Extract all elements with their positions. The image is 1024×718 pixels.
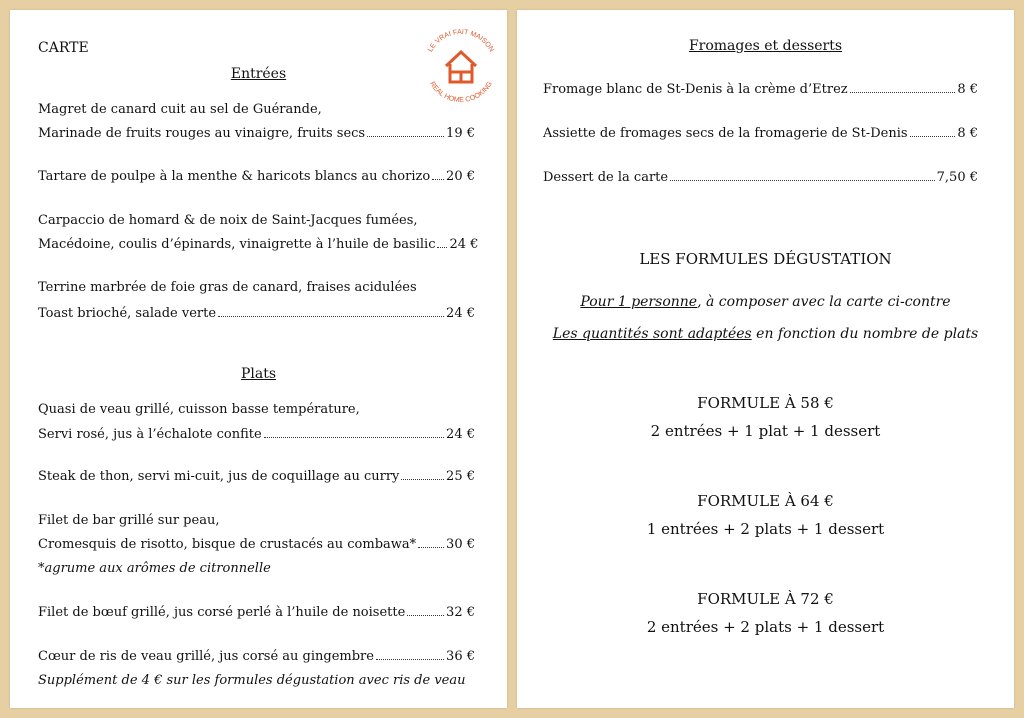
dessert-1 — [543, 170, 978, 185]
entree-3-price: 24 € — [449, 237, 479, 252]
plat-1-price: 24 € — [446, 427, 475, 442]
leader-dots — [218, 316, 444, 317]
entree-4-price: 24 € — [446, 306, 475, 321]
leader-dots — [670, 180, 935, 181]
formules-intro-1 — [517, 294, 1014, 310]
leader-dots — [910, 136, 956, 137]
fromage-2-price: 8 € — [957, 126, 978, 141]
plat-3-desc: Cromesquis de risotto, bisque de crustacés au combawa* — [38, 537, 417, 552]
dessert-1-label: Dessert de la carte — [543, 170, 669, 185]
leader-dots — [401, 479, 444, 480]
entree-3-line1: Carpaccio de homard & de noix de Saint-Jacques fumées, — [38, 213, 418, 228]
formule-58-title: FORMULE À 58 € — [697, 394, 834, 412]
right-menu-page — [517, 10, 1014, 708]
formule-64-desc: 1 entrées + 2 plats + 1 dessert — [646, 520, 885, 538]
fromage-1 — [543, 82, 978, 97]
plat-1-desc: Servi rosé, jus à l’échalote confite — [38, 427, 262, 442]
plat-5-desc: Cœur de ris de veau grillé, jus corsé au gingembre — [38, 649, 374, 664]
entree-2-price: 20 € — [446, 169, 475, 184]
plat-5 — [38, 649, 475, 664]
fromage-2-label: Assiette de fromages secs de la fromagerie de St-Denis — [543, 126, 908, 141]
intro-2-underlined: Les quantités sont adaptées — [552, 326, 752, 342]
entree-2 — [38, 169, 475, 184]
plat-3-price: 30 € — [446, 537, 475, 552]
intro-1-underlined: Pour 1 personne — [580, 294, 698, 310]
entrees-heading: Entrées — [230, 66, 287, 82]
entree-4-desc: Toast brioché, salade verte — [38, 306, 217, 321]
entree-3-desc: Macédoine, coulis d’épinards, vinaigrette à l’huile de basilic — [38, 237, 436, 252]
entree-2-desc: Tartare de poulpe à la menthe & haricots blancs au chorizo — [38, 169, 431, 184]
svg-text:LE VRAI FAIT MAISON: LE VRAI FAIT MAISON — [427, 28, 495, 54]
plat-1-line1: Quasi de veau grillé, cuisson basse température, — [38, 402, 360, 417]
leader-dots — [437, 247, 447, 248]
dessert-1-price: 7,50 € — [936, 170, 978, 185]
plat-3-line1: Filet de bar grillé sur peau, — [38, 513, 220, 528]
entree-1-line1: Magret de canard cuit au sel de Guérande, — [38, 102, 322, 117]
leader-dots — [418, 547, 444, 548]
entree-1-price: 19 € — [446, 126, 475, 141]
plat-5-price: 36 € — [446, 649, 475, 664]
fromage-1-price: 8 € — [957, 82, 978, 97]
leader-dots — [264, 437, 444, 438]
formule-72-title: FORMULE À 72 € — [697, 590, 834, 608]
entree-4-line2 — [38, 306, 475, 321]
leader-dots — [407, 615, 444, 616]
leader-dots — [367, 136, 444, 137]
entree-3-line2 — [38, 237, 479, 252]
intro-1-rest: , à composer avec la carte ci-contre — [697, 294, 951, 310]
plat-2-price: 25 € — [446, 469, 475, 484]
menu-title: CARTE — [38, 40, 89, 56]
plat-4-desc: Filet de bœuf grillé, jus corsé perlé à l’huile de noisette — [38, 605, 406, 620]
fromage-2 — [543, 126, 978, 141]
plat-4 — [38, 605, 475, 620]
formule-58-desc: 2 entrées + 1 plat + 1 dessert — [650, 422, 881, 440]
plat-3-note: *agrume aux arômes de citronnelle — [38, 561, 271, 576]
formule-64-title: FORMULE À 64 € — [697, 492, 834, 510]
plat-5-note: Supplément de 4 € sur les formules dégustation avec ris de veau — [38, 673, 466, 688]
leader-dots — [376, 659, 444, 660]
svg-text:REAL HOME COOKING: REAL HOME COOKING — [428, 80, 494, 105]
plat-2-desc: Steak de thon, servi mi-cuit, jus de coquillage au curry — [38, 469, 400, 484]
plats-heading: Plats — [240, 366, 277, 382]
entree-4-line1: Terrine marbrée de foie gras de canard, fraises acidulées — [38, 280, 417, 295]
plat-3-line2 — [38, 537, 475, 552]
plat-1-line2 — [38, 427, 475, 442]
fromage-1-label: Fromage blanc de St-Denis à la crème d’Etrez — [543, 82, 848, 97]
intro-2-rest: en fonction du nombre de plats — [751, 326, 979, 342]
formules-intro-2 — [517, 326, 1014, 342]
plat-4-price: 32 € — [446, 605, 475, 620]
entree-1-desc: Marinade de fruits rouges au vinaigre, fruits secs — [38, 126, 366, 141]
leader-dots — [432, 179, 444, 180]
entree-1-line2 — [38, 126, 475, 141]
formules-heading: LES FORMULES DÉGUSTATION — [639, 250, 892, 268]
left-menu-page — [10, 10, 507, 708]
plat-2 — [38, 469, 475, 484]
formule-72-desc: 2 entrées + 2 plats + 1 dessert — [646, 618, 885, 636]
leader-dots — [850, 92, 956, 93]
fromages-heading: Fromages et desserts — [688, 38, 843, 54]
